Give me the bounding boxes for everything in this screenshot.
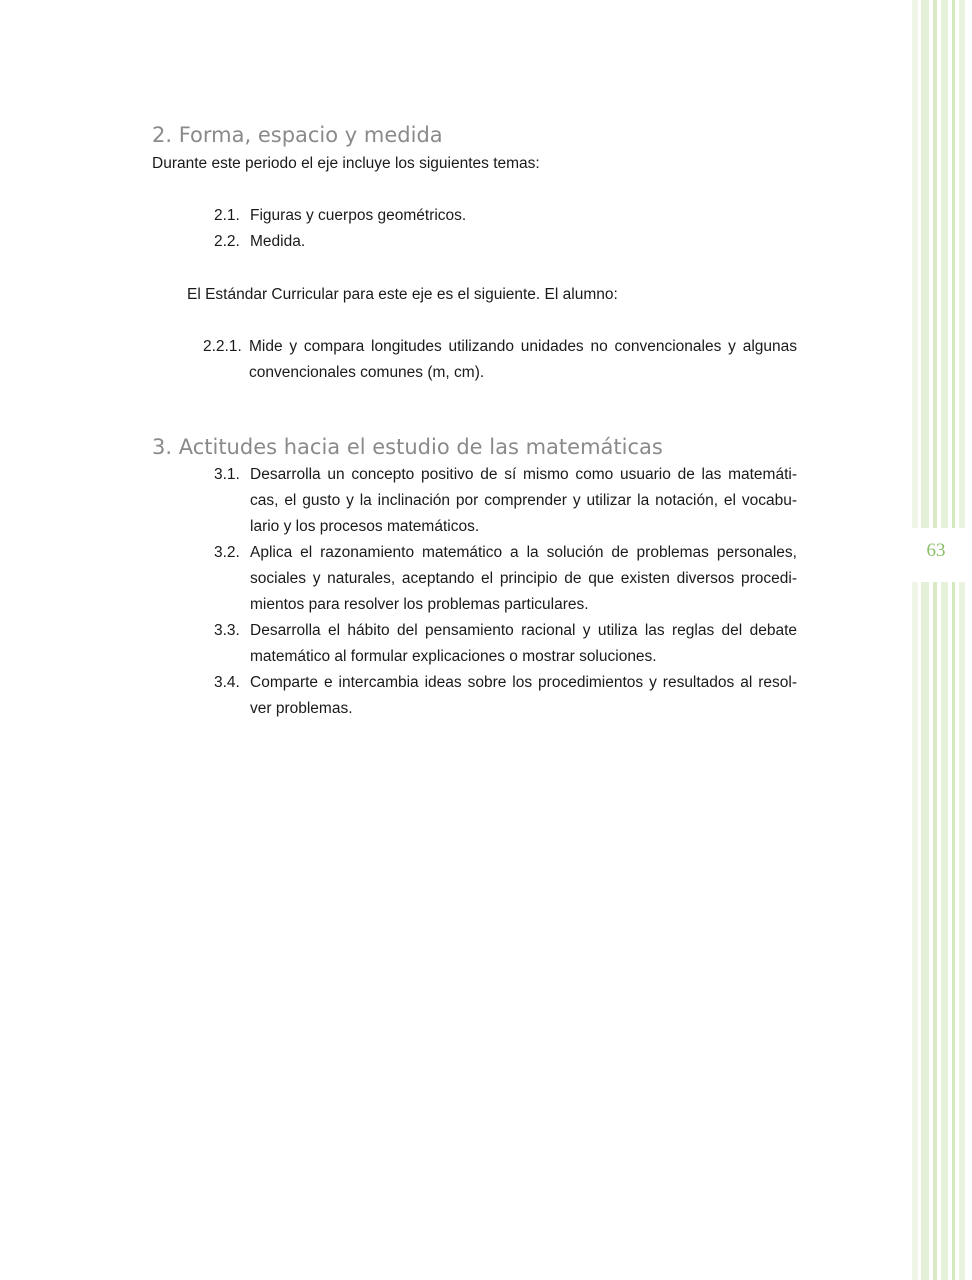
attitude-text: Desarrolla un concepto positivo de sí mismo como usuario de las matemáti-cas, el gusto y la inclinación por comprender y utilizar la notación, el vocabu-lario y los procesos matemáticos. [250,466,797,535]
attitude-number: 3.3. [214,622,240,639]
attitude-number: 3.2. [214,544,240,561]
attitude-item [214,540,797,618]
attitude-text: Comparte e intercambia ideas sobre los procedimientos y resultados al resol-ver problemas. [250,674,797,717]
topic-item [214,203,466,229]
topic-number: 2.1. [214,207,240,224]
standard-number: 2.2.1. [203,338,242,355]
topic-number: 2.2. [214,233,240,250]
decorative-stripes [912,0,972,1280]
attitude-text: Aplica el razonamiento matemático a la solución de problemas personales, sociales y naturales, aceptando el principio de que existen diversos procedi-mientos para resolver los problemas particulares. [250,544,797,613]
attitude-number: 3.1. [214,466,240,483]
attitude-item [214,618,797,670]
standard-intro: El Estándar Curricular para este eje es el siguiente. El alumno: [187,286,618,303]
page-number: 63 [926,540,946,561]
attitude-number: 3.4. [214,674,240,691]
attitude-text: Desarrolla el hábito del pensamiento racional y utiliza las reglas del debate matemático al formular explicaciones o mostrar soluciones. [250,622,797,665]
standard-item [203,334,797,386]
topic-text: Figuras y cuerpos geométricos. [250,207,467,224]
section-2-intro: Durante este periodo el eje incluye los siguientes temas: [152,155,540,172]
standard-text: Mide y compara longitudes utilizando unidades no convencionales y algunas convencionales comunes (m, cm). [249,338,797,381]
topic-text: Medida. [250,233,306,250]
attitude-item [214,670,797,722]
topic-item [214,229,305,255]
section-3-title: 3. Actitudes hacia el estudio de las matemáticas [152,435,663,459]
section-2-title: 2. Forma, espacio y medida [152,123,443,147]
attitude-item [214,462,797,540]
